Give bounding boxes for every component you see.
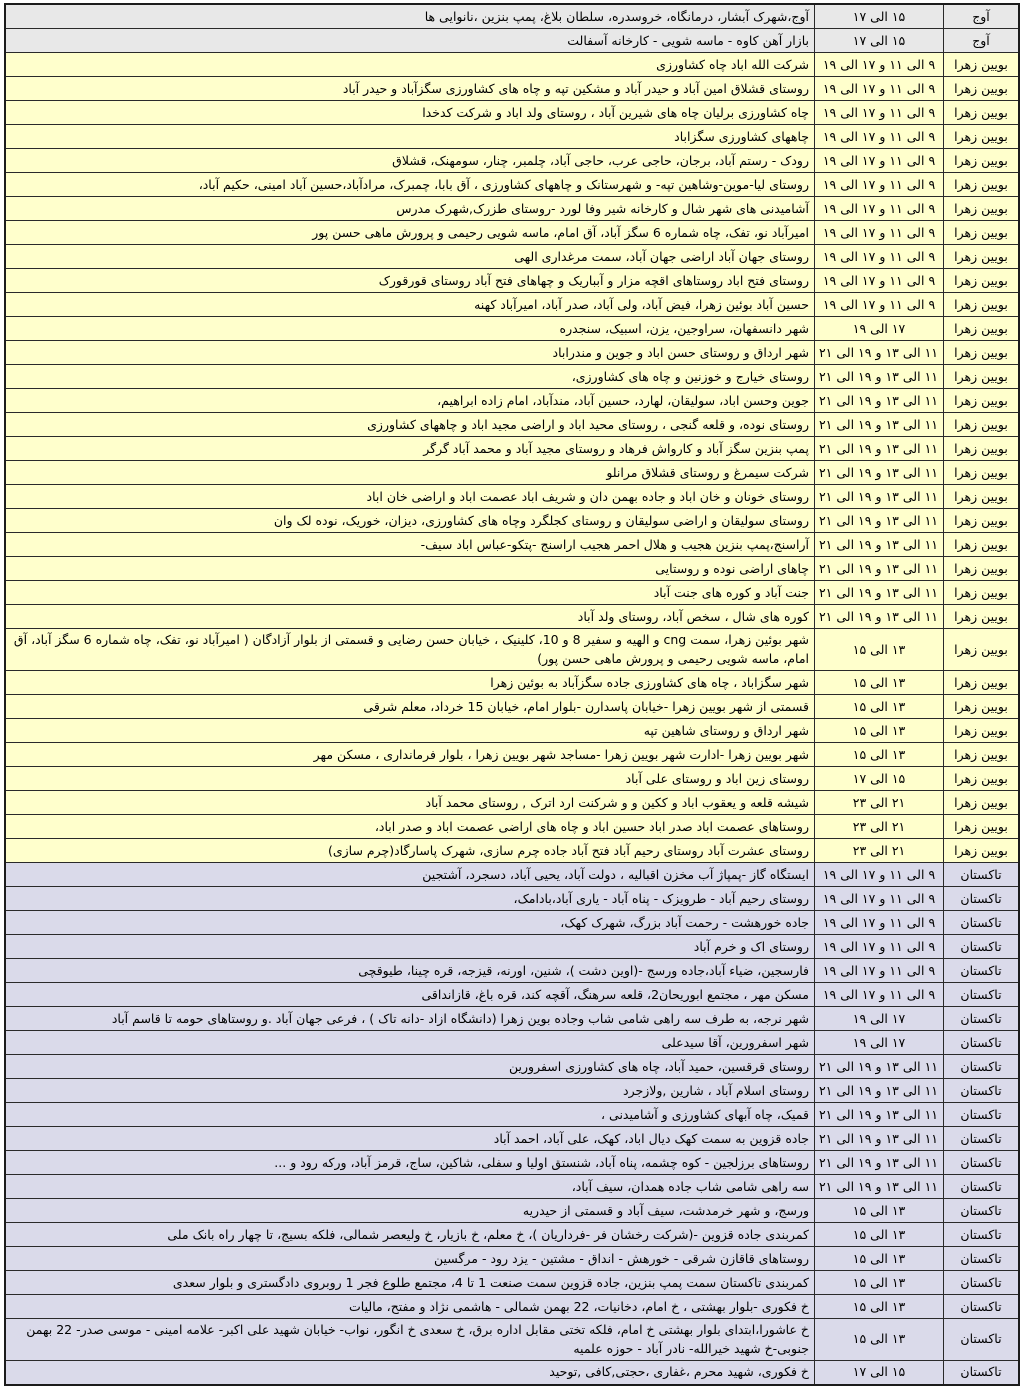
table-row [5, 982, 1019, 1006]
table-row [5, 1270, 1019, 1294]
table-row [5, 1222, 1019, 1246]
time-cell: ۲۱ الی ۲۳ [815, 838, 944, 862]
time-cell: ۱۱ الی ۱۳ و ۱۹ الی ۲۱ [815, 605, 944, 629]
time-cell: ۱۳ الی ۱۵ [815, 1246, 944, 1270]
time-cell: ۹ الی ۱۱ و ۱۷ الی ۱۹ [815, 101, 944, 125]
table-row [5, 814, 1019, 838]
description-cell: قمیک، چاه آبهای کشاورزی و آشامیدنی ، [5, 1102, 815, 1126]
region-cell: تاکستان [944, 1174, 1020, 1198]
description-cell: جاده خورهشت - رحمت آباد بزرگ، شهرک کهک، [5, 910, 815, 934]
table-row [5, 934, 1019, 958]
region-cell: بویین زهرا [944, 437, 1020, 461]
table-row [5, 53, 1019, 77]
table-row [5, 670, 1019, 694]
region-cell: تاکستان [944, 1078, 1020, 1102]
description-cell: شهر ارداق و روستای شاهین تپه [5, 718, 815, 742]
description-cell: روستای رحیم آباد - طرویزک - پناه آباد - یاری آباد،بادامک، [5, 886, 815, 910]
region-cell: بویین زهرا [944, 838, 1020, 862]
table-row [5, 197, 1019, 221]
time-cell: ۱۱ الی ۱۳ و ۱۹ الی ۲۱ [815, 581, 944, 605]
region-cell: تاکستان [944, 1150, 1020, 1174]
table-row [5, 1246, 1019, 1270]
description-cell: شهر اسفرورین، آقا سیدعلی [5, 1030, 815, 1054]
time-cell: ۹ الی ۱۱ و ۱۷ الی ۱۹ [815, 886, 944, 910]
description-cell: روستاهای برزلجین - کوه چشمه، پناه آباد، شنستق اولیا و سفلی، شاکین، ساج، قرمز آباد، ورکه رود و ... [5, 1150, 815, 1174]
table-row [5, 1126, 1019, 1150]
region-cell: بویین زهرا [944, 485, 1020, 509]
table-row [5, 413, 1019, 437]
time-cell: ۱۱ الی ۱۳ و ۱۹ الی ۲۱ [815, 533, 944, 557]
table-row [5, 629, 1019, 671]
description-cell: حسین آباد بوئین زهرا، فیض آباد، ولی آباد، صدر آباد، امیرآباد کهنه [5, 293, 815, 317]
region-cell: بویین زهرا [944, 605, 1020, 629]
page [4, 3, 1020, 1386]
time-cell: ۱۳ الی ۱۵ [815, 718, 944, 742]
region-cell: تاکستان [944, 1222, 1020, 1246]
table-row [5, 437, 1019, 461]
table-row [5, 341, 1019, 365]
table-row [5, 718, 1019, 742]
time-cell: ۱۱ الی ۱۳ و ۱۹ الی ۲۱ [815, 437, 944, 461]
time-cell: ۱۱ الی ۱۳ و ۱۹ الی ۲۱ [815, 389, 944, 413]
region-cell: تاکستان [944, 1054, 1020, 1078]
time-cell: ۱۵ الی ۱۷ [815, 1360, 944, 1385]
region-cell: آوج [944, 4, 1020, 29]
region-cell: تاکستان [944, 1318, 1020, 1360]
table-row [5, 509, 1019, 533]
description-cell: شهر سگزاباد ، چاه های کشاورزی جاده سگزآباد به بوئین زهرا [5, 670, 815, 694]
description-cell: ورسج، و شهر خرمدشت، سیف آباد و قسمتی از حیدریه [5, 1198, 815, 1222]
description-cell: روستای خونان و خان اباد و جاده بهمن دان و شریف اباد عصمت اباد و اراضی خان اباد [5, 485, 815, 509]
time-cell: ۱۱ الی ۱۳ و ۱۹ الی ۲۱ [815, 365, 944, 389]
time-cell: ۱۷ الی ۱۹ [815, 1006, 944, 1030]
time-cell: ۱۳ الی ۱۵ [815, 1270, 944, 1294]
time-cell: ۱۳ الی ۱۵ [815, 1318, 944, 1360]
table-row [5, 862, 1019, 886]
region-cell: بویین زهرا [944, 269, 1020, 293]
table-row [5, 557, 1019, 581]
table-row [5, 766, 1019, 790]
table-row [5, 1078, 1019, 1102]
time-cell: ۹ الی ۱۱ و ۱۷ الی ۱۹ [815, 125, 944, 149]
description-cell: روستای عشرت آباد روستای رحیم آباد فتح آباد جاده چرم سازی، شهرک پاسارگاد(چرم سازی) [5, 838, 815, 862]
time-cell: ۱۱ الی ۱۳ و ۱۹ الی ۲۱ [815, 1126, 944, 1150]
table-row [5, 101, 1019, 125]
table-row [5, 269, 1019, 293]
description-cell: خ عاشورا،ابتدای بلوار بهشتی خ امام، فلکه تختی مقابل اداره برق، خ سعدی خ انگور، نواب- خیابان شهید علی اکبر- علامه امینی - موسی صدر- 22 بهمن جنوبی-خ شهید خیرالله- نادر آباد - حوزه علمیه [5, 1318, 815, 1360]
time-cell: ۱۳ الی ۱۵ [815, 1294, 944, 1318]
region-cell: بویین زهرا [944, 221, 1020, 245]
region-cell: بویین زهرا [944, 814, 1020, 838]
description-cell: جنت آباد و کوره های جنت آباد [5, 581, 815, 605]
table-row [5, 958, 1019, 982]
region-cell: بویین زهرا [944, 293, 1020, 317]
region-cell: تاکستان [944, 910, 1020, 934]
description-cell: شهر نرجه، به طرف سه راهی شامی شاب وجاده بوین زهرا (دانشگاه ازاد -دانه تاک ) ، فرعی جهان آباد .و روستاهای حومه تا قاسم آباد [5, 1006, 815, 1030]
description-cell: کمربندی تاکستان سمت پمپ بنزین، جاده قزوین سمت صنعت 1 تا 4، مجتمع طلوع فجر 1 روبروی دادگستری و بلوار سعدی [5, 1270, 815, 1294]
region-cell: بویین زهرا [944, 461, 1020, 485]
time-cell: ۱۱ الی ۱۳ و ۱۹ الی ۲۱ [815, 509, 944, 533]
region-cell: تاکستان [944, 1198, 1020, 1222]
description-cell: شرکت الله اباد چاه کشاورزی [5, 53, 815, 77]
description-cell: شهر ارداق و روستای حسن اباد و جوین و مندراباد [5, 341, 815, 365]
table-row [5, 742, 1019, 766]
time-cell: ۱۳ الی ۱۵ [815, 1198, 944, 1222]
table-row [5, 461, 1019, 485]
description-cell: روستای قشلاق امین آباد و حیدر آباد و مشکین تپه و چاه های کشاورزی سگزآباد و حیدر آباد [5, 77, 815, 101]
description-cell: شیشه قلعه و یعقوب اباد و ککین و و شرکنت ارد اترک , روستای محمد آباد [5, 790, 815, 814]
time-cell: ۱۱ الی ۱۳ و ۱۹ الی ۲۱ [815, 413, 944, 437]
time-cell: ۱۱ الی ۱۳ و ۱۹ الی ۲۱ [815, 1054, 944, 1078]
outage-schedule-table [4, 3, 1020, 1386]
region-cell: تاکستان [944, 934, 1020, 958]
region-cell: تاکستان [944, 1126, 1020, 1150]
region-cell: بویین زهرا [944, 101, 1020, 125]
region-cell: بویین زهرا [944, 149, 1020, 173]
time-cell: ۹ الی ۱۱ و ۱۷ الی ۱۹ [815, 173, 944, 197]
region-cell: بویین زهرا [944, 557, 1020, 581]
table-row [5, 1102, 1019, 1126]
description-cell: رودک - رستم آباد، برجان، حاجی عرب، حاجی آباد، چلمبر، چنار، سومهنک، قشلاق [5, 149, 815, 173]
table-row [5, 1150, 1019, 1174]
region-cell: تاکستان [944, 1246, 1020, 1270]
time-cell: ۲۱ الی ۲۳ [815, 814, 944, 838]
region-cell: تاکستان [944, 862, 1020, 886]
description-cell: چاههای کشاورزی سگزاباد [5, 125, 815, 149]
region-cell: بویین زهرا [944, 77, 1020, 101]
region-cell: تاکستان [944, 886, 1020, 910]
region-cell: بویین زهرا [944, 766, 1020, 790]
description-cell: روستای اسلام آباد ، شارین ,ولازجرد [5, 1078, 815, 1102]
time-cell: ۹ الی ۱۱ و ۱۷ الی ۱۹ [815, 934, 944, 958]
region-cell: بویین زهرا [944, 629, 1020, 671]
table-row [5, 317, 1019, 341]
time-cell: ۹ الی ۱۱ و ۱۷ الی ۱۹ [815, 982, 944, 1006]
table-row [5, 886, 1019, 910]
region-cell: بویین زهرا [944, 317, 1020, 341]
description-cell: قسمتی از شهر بویین زهرا -خیابان پاسدارن -بلوار امام، خیابان 15 خرداد، معلم شرقی [5, 694, 815, 718]
time-cell: ۱۱ الی ۱۳ و ۱۹ الی ۲۱ [815, 1102, 944, 1126]
table-row [5, 77, 1019, 101]
table-row [5, 1174, 1019, 1198]
description-cell: خ فکوری -بلوار بهشتی ، خ امام، دخانیات، 22 بهمن شمالی - هاشمی نژاد و مفتح، مالیات [5, 1294, 815, 1318]
description-cell: آوج،شهرک آبشار، درمانگاه، خروسدره، سلطان بلاغ، پمپ بنزین ،نانوایی ها [5, 4, 815, 29]
time-cell: ۹ الی ۱۱ و ۱۷ الی ۱۹ [815, 149, 944, 173]
region-cell: بویین زهرا [944, 173, 1020, 197]
time-cell: ۱۵ الی ۱۷ [815, 29, 944, 53]
region-cell: بویین زهرا [944, 718, 1020, 742]
time-cell: ۱۱ الی ۱۳ و ۱۹ الی ۲۱ [815, 461, 944, 485]
time-cell: ۹ الی ۱۱ و ۱۷ الی ۱۹ [815, 269, 944, 293]
table-row [5, 790, 1019, 814]
time-cell: ۱۱ الی ۱۳ و ۱۹ الی ۲۱ [815, 341, 944, 365]
table-row [5, 29, 1019, 53]
table-row [5, 1054, 1019, 1078]
region-cell: بویین زهرا [944, 365, 1020, 389]
table-row [5, 910, 1019, 934]
table-row [5, 581, 1019, 605]
table-row [5, 4, 1019, 29]
region-cell: تاکستان [944, 958, 1020, 982]
region-cell: تاکستان [944, 1270, 1020, 1294]
time-cell: ۱۱ الی ۱۳ و ۱۹ الی ۲۱ [815, 1150, 944, 1174]
region-cell: بویین زهرا [944, 413, 1020, 437]
table-row [5, 125, 1019, 149]
region-cell: بویین زهرا [944, 53, 1020, 77]
region-cell: تاکستان [944, 1360, 1020, 1385]
time-cell: ۱۳ الی ۱۵ [815, 742, 944, 766]
time-cell: ۱۳ الی ۱۵ [815, 629, 944, 671]
region-cell: تاکستان [944, 1030, 1020, 1054]
region-cell: آوج [944, 29, 1020, 53]
table-row [5, 605, 1019, 629]
description-cell: بازار آهن کاوه - ماسه شویی - کارخانه آسفالت [5, 29, 815, 53]
table-row [5, 389, 1019, 413]
region-cell: بویین زهرا [944, 581, 1020, 605]
region-cell: بویین زهرا [944, 694, 1020, 718]
description-cell: روستای اک و خرم آباد [5, 934, 815, 958]
description-cell: روستای خیارج و خوزنین و چاه های کشاورزی، [5, 365, 815, 389]
time-cell: ۱۱ الی ۱۳ و ۱۹ الی ۲۱ [815, 557, 944, 581]
time-cell: ۹ الی ۱۱ و ۱۷ الی ۱۹ [815, 293, 944, 317]
time-cell: ۹ الی ۱۱ و ۱۷ الی ۱۹ [815, 197, 944, 221]
description-cell: ایستگاه گاز -پمپاژ آب مخزن اقبالیه ، دولت آباد، یحیی آباد، دسجرد، آشتجین [5, 862, 815, 886]
time-cell: ۹ الی ۱۱ و ۱۷ الی ۱۹ [815, 77, 944, 101]
region-cell: تاکستان [944, 1294, 1020, 1318]
description-cell: شرکت سیمرغ و روستای قشلاق مرانلو [5, 461, 815, 485]
time-cell: ۱۳ الی ۱۵ [815, 1222, 944, 1246]
table-row [5, 694, 1019, 718]
region-cell: بویین زهرا [944, 670, 1020, 694]
outage-schedule-body [5, 4, 1019, 1385]
table-row [5, 1360, 1019, 1385]
description-cell: سه راهی شامی شاب جاده همدان، سیف آباد، [5, 1174, 815, 1198]
description-cell: روستای قرقسین، حمید آباد، چاه های کشاورزی اسفرورین [5, 1054, 815, 1078]
description-cell: روستای فتح اباد روستاهای اقچه مزار و آبباریک و چهاهای فتح آباد روستای قورقورک [5, 269, 815, 293]
region-cell: تاکستان [944, 982, 1020, 1006]
region-cell: بویین زهرا [944, 125, 1020, 149]
table-row [5, 1006, 1019, 1030]
region-cell: بویین زهرا [944, 742, 1020, 766]
description-cell: روستاهای عصمت اباد صدر اباد حسین اباد و چاه های اراضی عصمت اباد و صدر اباد، [5, 814, 815, 838]
region-cell: تاکستان [944, 1102, 1020, 1126]
description-cell: روستای لیا-موین-وشاهین تپه- و شهرستانک و چاههای کشاورزی ، آق بابا، چمبرک، مرادآباد،حسین آباد امینی، حکیم آباد، [5, 173, 815, 197]
table-row [5, 485, 1019, 509]
region-cell: بویین زهرا [944, 533, 1020, 557]
table-row [5, 149, 1019, 173]
time-cell: ۹ الی ۱۱ و ۱۷ الی ۱۹ [815, 910, 944, 934]
region-cell: بویین زهرا [944, 245, 1020, 269]
description-cell: مسکن مهر ، مجتمع ابوریحان2، قلعه سرهنگ، آقچه کند، قره باغ، قازانداقی [5, 982, 815, 1006]
description-cell: کمربندی جاده قزوین -(شرکت رخشان فر -فرداریان )، خ معلم، خ بازیار، خ ولیعصر شمالی، فلکه بسیج، تا چهار راه بانک ملی [5, 1222, 815, 1246]
table-row [5, 173, 1019, 197]
region-cell: بویین زهرا [944, 509, 1020, 533]
description-cell: روستای سولیقان و اراضی سولیقان و روستای کجلگرد وچاه های کشاورزی، دیزان، خوریک، نوده لک وان [5, 509, 815, 533]
time-cell: ۱۷ الی ۱۹ [815, 1030, 944, 1054]
region-cell: بویین زهرا [944, 341, 1020, 365]
time-cell: ۱۱ الی ۱۳ و ۱۹ الی ۲۱ [815, 1174, 944, 1198]
table-row [5, 838, 1019, 862]
table-row [5, 1294, 1019, 1318]
description-cell: فارسجین، ضیاء آباد،جاده ورسج -(اوین دشت )، شنین، اورنه، قیزجه، قره چینا، طیوقچی [5, 958, 815, 982]
table-row [5, 245, 1019, 269]
time-cell: ۹ الی ۱۱ و ۱۷ الی ۱۹ [815, 245, 944, 269]
time-cell: ۱۵ الی ۱۷ [815, 4, 944, 29]
description-cell: پمپ بنزین سگز آباد و کارواش فرهاد و روستای مجید آباد و محمد آباد گرگر [5, 437, 815, 461]
time-cell: ۹ الی ۱۱ و ۱۷ الی ۱۹ [815, 221, 944, 245]
time-cell: ۱۳ الی ۱۵ [815, 694, 944, 718]
time-cell: ۱۳ الی ۱۵ [815, 670, 944, 694]
time-cell: ۱۵ الی ۱۷ [815, 766, 944, 790]
time-cell: ۹ الی ۱۱ و ۱۷ الی ۱۹ [815, 53, 944, 77]
time-cell: ۱۱ الی ۱۳ و ۱۹ الی ۲۱ [815, 1078, 944, 1102]
description-cell: جاده قزوین به سمت کهک دیال اباد، کهک، علی آباد، احمد آباد [5, 1126, 815, 1150]
description-cell: شهر بویین زهرا -ادارت شهر بویین زهرا -مساجد شهر بویین زهرا ، بلوار فرمانداری ، مسکن مهر [5, 742, 815, 766]
table-row [5, 1198, 1019, 1222]
description-cell: روستای نوده، و قلعه گنجی ، روستای محید اباد و اراضی مجید اباد و چاههای کشاورزی [5, 413, 815, 437]
region-cell: بویین زهرا [944, 197, 1020, 221]
time-cell: ۱۱ الی ۱۳ و ۱۹ الی ۲۱ [815, 485, 944, 509]
region-cell: تاکستان [944, 1006, 1020, 1030]
region-cell: بویین زهرا [944, 790, 1020, 814]
time-cell: ۱۷ الی ۱۹ [815, 317, 944, 341]
description-cell: روستای جهان آباد اراضی جهان آباد، سمت مرغداری الهی [5, 245, 815, 269]
description-cell: چاهای اراضی نوده و روستایی [5, 557, 815, 581]
description-cell: امیرآباد نو، تفک، چاه شماره 6 سگز آباد، آق امام، ماسه شویی رحیمی و پرورش ماهی حسن پور [5, 221, 815, 245]
description-cell: روستای زین اباد و روستای علی آباد [5, 766, 815, 790]
region-cell: بویین زهرا [944, 389, 1020, 413]
table-row [5, 365, 1019, 389]
description-cell: کوره های شال ، سخص آباد، روستای ولد آباد [5, 605, 815, 629]
table-row [5, 1030, 1019, 1054]
description-cell: جوین وحسن اباد، سولیقان، لهارد، حسین آباد، مندآباد، امام زاده ابراهیم، [5, 389, 815, 413]
time-cell: ۲۱ الی ۲۳ [815, 790, 944, 814]
description-cell: خ فکوری، شهید محرم ،غفاری ،حجتی,کافی ,توحید [5, 1360, 815, 1385]
table-row [5, 293, 1019, 317]
time-cell: ۹ الی ۱۱ و ۱۷ الی ۱۹ [815, 862, 944, 886]
description-cell: شهر بوئین زهرا، سمت cng و الهیه و سفیر 8 و 10، کلینیک ، خیابان حسن رضایی و قسمتی از بلوار آزادگان ( امیرآباد نو، تفک، چاه شماره 6 سگز آباد، آق امام، ماسه شویی رحیمی و پرورش ماهی حسن پور) [5, 629, 815, 671]
table-row [5, 533, 1019, 557]
description-cell: روستاهای قاقازن شرقی - خورهش - انداق - مشتین - یزد رود - مرگسین [5, 1246, 815, 1270]
description-cell: آشامیدنی های شهر شال و کارخانه شیر وفا لورد -روستای طزرک,شهرک مدرس [5, 197, 815, 221]
description-cell: آراسنج،پمپ بنزین هجیب و هلال احمر هجیب اراسنج -پتکو-عباس اباد سیف- [5, 533, 815, 557]
table-row [5, 221, 1019, 245]
description-cell: شهر دانسفهان، سراوجین، یزن، اسبیک، سنجدره [5, 317, 815, 341]
description-cell: چاه کشاورزی برلیان چاه های شیرین آباد ، روستای ولد اباد و شرکت کدخدا [5, 101, 815, 125]
time-cell: ۹ الی ۱۱ و ۱۷ الی ۱۹ [815, 958, 944, 982]
